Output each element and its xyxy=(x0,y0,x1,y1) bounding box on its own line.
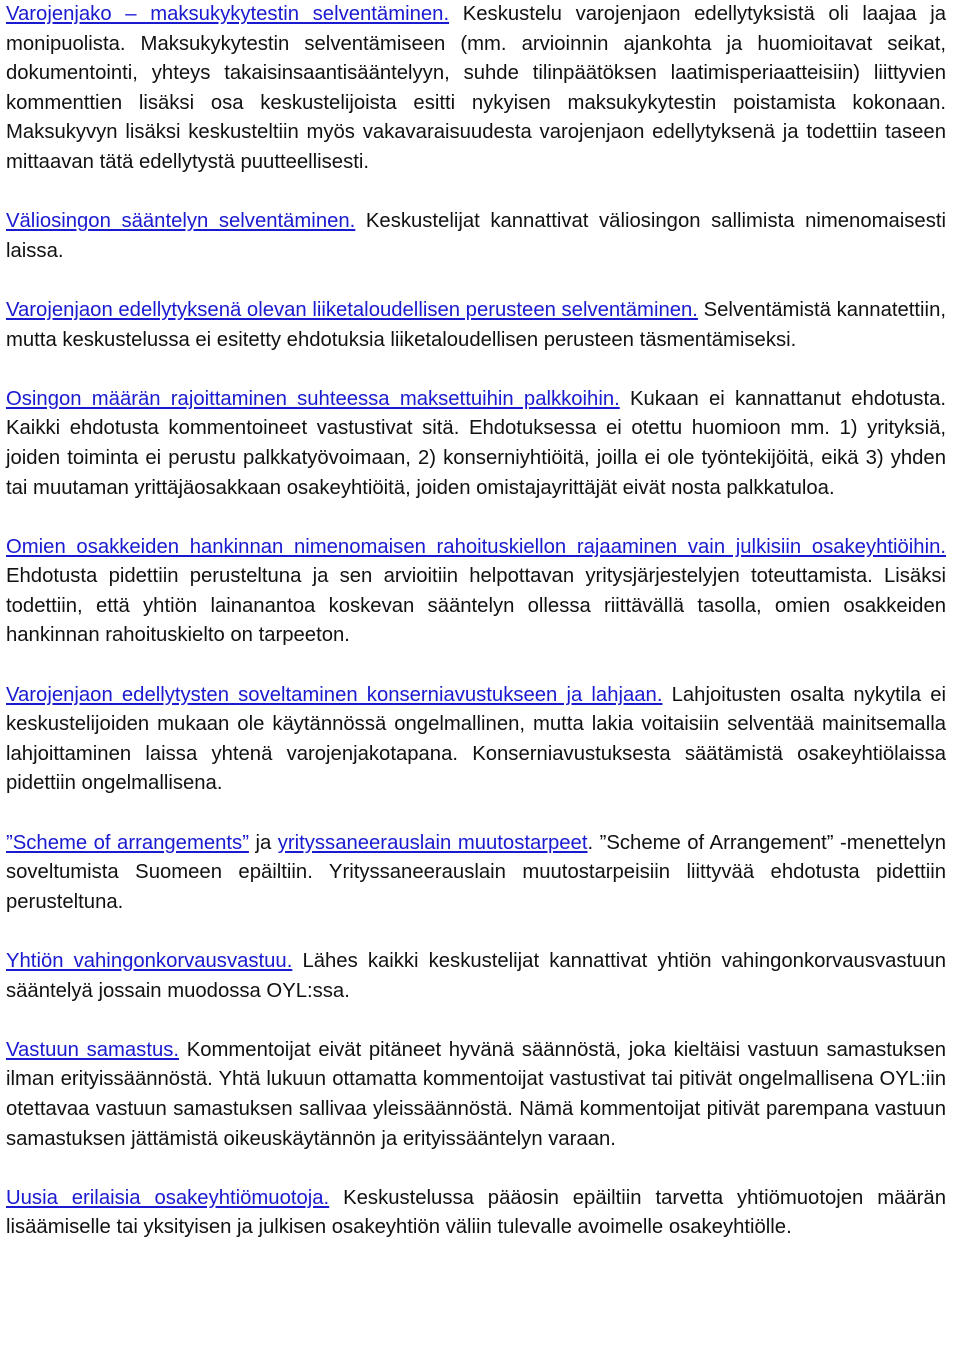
paragraph-liiketaloudellinen-peruste xyxy=(6,296,946,355)
heading-link-osingon-rajoittaminen[interactable]: Osingon määrän rajoittaminen suhteessa maksettuihin palkkoihin. xyxy=(6,387,620,410)
heading-link-scheme-of-arrangements[interactable]: ”Scheme of arrangements” xyxy=(6,831,249,854)
paragraph-varojenjako xyxy=(6,0,946,178)
paragraph-text: Ehdotusta pidettiin perusteltuna ja sen arvioitiin helpottavan yritysjärjestelyjen toteuttamista. Lisäksi todettiin, että yhtiön lainanantoa koskevan sääntelyn ollessa riittävällä tasolla, omien osakkeiden hankinnan rahoituskielto on tarpeeton. xyxy=(6,565,946,647)
paragraph-connector-text: ja xyxy=(248,831,278,854)
paragraph-vastuun-samastus xyxy=(6,1036,946,1154)
heading-link-liiketaloudellinen-peruste[interactable]: Varojenjaon edellytyksenä olevan liiketaloudellisen perusteen selventäminen. xyxy=(6,298,698,321)
paragraph-text: Lähes kaikki keskustelijat kannattivat yhtiön vahingonkorvausvastuun sääntelyä jossain muodossa OYL:ssa. xyxy=(6,950,946,1002)
paragraph-osakeyhtiomuodot xyxy=(6,1184,946,1243)
paragraph-text: Kukaan ei kannattanut ehdotusta. Kaikki ehdotusta kommentoineet vastustivat sitä. Ehdotuksessa ei otettu huomioon mm. 1) yrityksiä, joiden toiminta ei perustu palkkatyövoimaan, 2) konserniyhtiöitä, joilla ei ole työntekijöitä, eikä 3) yhden tai muutaman yrittäjäosakkaan osakeyhtiöitä, joiden omistajayrittäjät eivät nosta palkkatuloa. xyxy=(6,387,946,499)
heading-link-omien-osakkeiden-hankinta[interactable]: Omien osakkeiden hankinnan nimenomaisen rahoituskiellon rajaaminen vain julkisiin osakeyhtiöihin. xyxy=(6,535,946,558)
heading-link-vastuun-samastus[interactable]: Vastuun samastus. xyxy=(6,1038,180,1061)
paragraph-text: Keskustelussa pääosin epäiltiin tarvetta yhtiömuotojen määrän lisäämiselle tai yksityisen ja julkisen osakeyhtiön väliin tulevalle avoimelle osakeyhtiölle. xyxy=(6,1186,946,1239)
heading-link-valiosinko[interactable]: Väliosingon sääntelyn selventäminen. xyxy=(6,210,356,233)
paragraph-omien-osakkeiden-hankinta xyxy=(6,533,946,651)
heading-link-vahingonkorvausvastuu[interactable]: Yhtiön vahingonkorvausvastuu. xyxy=(6,950,293,972)
heading-link-varojenjako[interactable]: Varojenjako – maksukykytestin selventäminen. xyxy=(6,3,450,25)
paragraph-vahingonkorvausvastuu xyxy=(6,947,946,1006)
paragraph-text: Kommentoijat eivät pitäneet hyvänä säännöstä, joka kieltäisi vastuun samastuksen ilman erityissäännöstä. Yhtä lukuun ottamatta kommentoijat vastustivat tai pitivät ongelmallisena OYL:iin otettavaa vastuun samastuksen sallivaa yleissäännöstä. Nämä kommentoijat pitivät parempana vastuun samastuksen jättämistä oikeuskäytännön ja erityissääntelyn varaan. xyxy=(6,1038,946,1150)
heading-link-konserniavustus[interactable]: Varojenjaon edellytysten soveltaminen konserniavustukseen ja lahjaan. xyxy=(6,683,663,706)
paragraph-valiosinko xyxy=(6,207,946,266)
paragraph-scheme-of-arrangements xyxy=(6,829,946,918)
paragraph-konserniavustus xyxy=(6,681,946,799)
heading-link-yrityssaneerauslaki[interactable]: yrityssaneerauslain muutostarpeet xyxy=(277,831,588,854)
paragraph-text: . ”Scheme of Arrangement” -menettelyn soveltumista Suomeen epäiltiin. Yrityssaneerauslain muutostarpeisiin liittyvää ehdotusta pidettiin perusteltuna. xyxy=(6,831,946,913)
paragraph-text: Keskustelu varojenjaon edellytyksistä oli laajaa ja monipuolista. Maksukykytestin selventämiseen (mm. arvioinnin ajankohta ja huomioitavat seikat, dokumentointi, yhteys takaisinsaantisääntelyyn, suhde tilinpäätöksen laatimisperiaatteisiin) liittyvien kommenttien lisäksi osa keskustelijoista esitti nykyisen maksukykytestin poistamista kokonaan. Maksukyvyn lisäksi keskusteltiin myös vakavaraisuudesta varojenjaon edellytyksenä ja todettiin taseen mittaavan tätä edellytystä puutteellisesti. xyxy=(6,3,946,173)
paragraph-text: Selventämistä kannatettiin, mutta keskustelussa ei esitetty ehdotuksia liiketaloudellisen perusteen täsmentämiseksi. xyxy=(6,298,946,351)
heading-link-osakeyhtiomuodot[interactable]: Uusia erilaisia osakeyhtiömuotoja. xyxy=(6,1186,330,1209)
paragraph-text: Keskustelijat kannattivat väliosingon sallimista nimenomaisesti laissa. xyxy=(6,210,946,262)
paragraph-text: Lahjoitusten osalta nykytila ei keskustelijoiden mukaan ole käytännössä ongelmallinen, mutta lakia voitaisiin selventää mainitsemalla lahjoittaminen laissa yhtenä varojenjakotapana. Konserniavustuksesta säätämistä osakeyhtiölaissa pidettiin ongelmallisena. xyxy=(6,683,946,795)
paragraph-osingon-rajoittaminen xyxy=(6,385,946,503)
